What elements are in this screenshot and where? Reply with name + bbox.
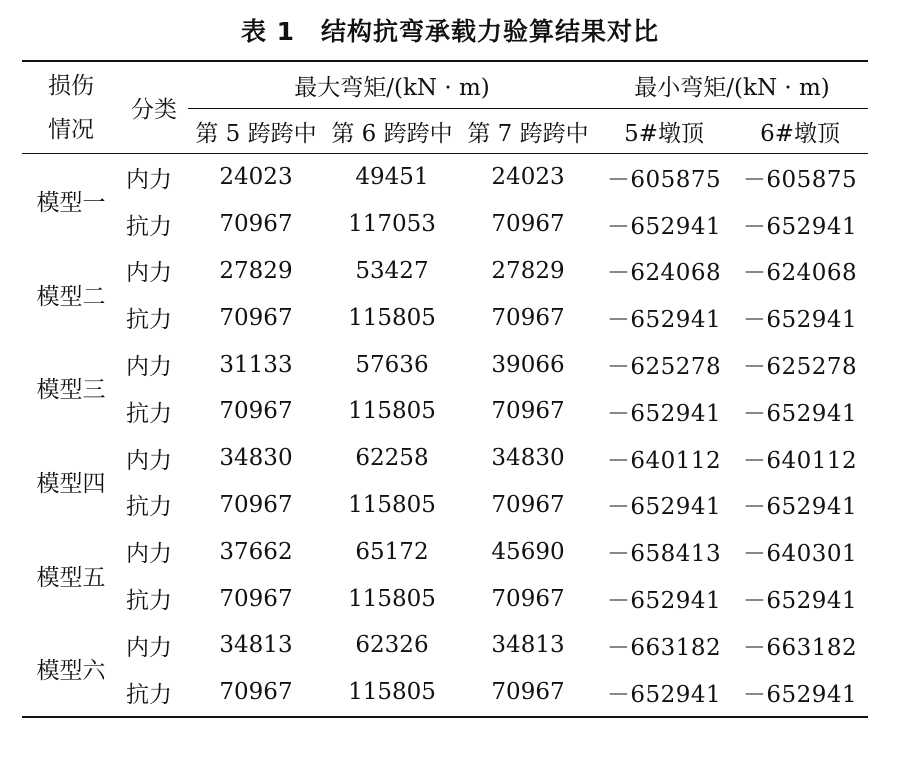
value-cell: 62258 [355,445,429,472]
damage-header-line1: 损伤 [48,72,94,99]
value-cell: －652941 [742,588,858,615]
table-row [22,528,868,575]
model-name: 模型二 [36,283,106,310]
value-cell: －652941 [606,213,722,240]
row-type: 抗力 [126,400,172,427]
value-cell: －624068 [742,260,858,287]
value-cell: 37662 [219,538,293,565]
table-row [22,154,868,201]
value-cell: 115805 [348,491,436,518]
value-cell: 115805 [324,669,460,717]
row-type: 内力 [126,634,172,661]
value-cell: 115805 [348,585,436,612]
value-cell: 31133 [219,351,293,378]
col-span5: 第 5 跨跨中 [188,109,324,154]
caption-number: 表 1 [240,17,296,46]
min-moment-header: 最小弯矩/(kN · m) [596,61,868,109]
value-cell: 70967 [491,585,565,612]
row-type: 内力 [126,166,172,193]
row-type: 抗力 [126,307,172,334]
value-cell: －640112 [606,447,722,474]
value-cell: 62326 [355,632,429,659]
table-row [22,388,868,435]
table-row [22,482,868,529]
damage-header-line2: 情况 [48,116,94,143]
value-cell: 34813 [491,632,565,659]
value-cell: －652941 [606,494,722,521]
value-cell: －658413 [606,541,722,568]
value-cell: 115805 [348,304,436,331]
value-cell: 70967 [188,669,324,717]
value-cell: －652941 [732,669,868,717]
value-cell: －605875 [606,166,722,193]
value-cell: 115805 [348,398,436,425]
model-name: 模型六 [22,622,120,717]
row-type: 内力 [126,447,172,474]
model-name: 模型五 [36,564,106,591]
value-cell: 24023 [219,164,293,191]
table-row [22,294,868,341]
damage-header [22,61,120,154]
value-cell: 70967 [219,304,293,331]
value-cell: －605875 [742,166,858,193]
value-cell: 70967 [219,211,293,238]
value-cell: 70967 [460,669,596,717]
row-type: 内力 [126,541,172,568]
row-type: 抗力 [120,669,188,717]
value-cell: 70967 [491,491,565,518]
value-cell: －652941 [742,400,858,427]
value-cell: 70967 [219,491,293,518]
value-cell: 70967 [219,585,293,612]
value-cell: 70967 [491,211,565,238]
value-cell: 27829 [219,257,293,284]
table-row [22,341,868,388]
caption-title: 结构抗弯承载力验算结果对比 [321,17,660,46]
value-cell: －652941 [606,400,722,427]
value-cell: 24023 [491,164,565,191]
table-caption [0,14,900,50]
value-cell: 117053 [348,211,436,238]
value-cell: －625278 [742,354,858,381]
value-cell: 34830 [491,445,565,472]
max-moment-header: 最大弯矩/(kN · m) [188,61,596,109]
value-cell: 45690 [491,538,565,565]
row-type: 抗力 [126,213,172,240]
model-name: 模型一 [36,190,106,217]
table-row [22,435,868,482]
value-cell: 70967 [219,398,293,425]
col-span7: 第 7 跨跨中 [460,109,596,154]
table-row [22,622,868,669]
value-cell: 49451 [355,164,429,191]
value-cell: 70967 [491,398,565,425]
table-row [22,248,868,295]
col-pier6: 6#墩顶 [732,109,868,154]
value-cell: －663182 [606,634,722,661]
value-cell: －652941 [596,669,732,717]
col-span6: 第 6 跨跨中 [324,109,460,154]
model-name: 模型三 [36,377,106,404]
value-cell: －640301 [742,541,858,568]
table-body [22,154,868,717]
value-cell: 70967 [491,304,565,331]
table-row [22,201,868,248]
value-cell: －625278 [606,354,722,381]
value-cell: 34830 [219,445,293,472]
value-cell: 57636 [355,351,429,378]
value-cell: 65172 [355,538,429,565]
table-row [22,575,868,622]
value-cell: －652941 [742,213,858,240]
value-cell: 34813 [219,632,293,659]
value-cell: 39066 [491,351,565,378]
value-cell: －652941 [742,307,858,334]
value-cell: 27829 [491,257,565,284]
value-cell: －640112 [742,447,858,474]
table-row [22,669,868,717]
category-header: 分类 [120,61,188,154]
row-type: 抗力 [126,494,172,521]
model-name: 模型四 [36,471,106,498]
value-cell: －663182 [742,634,858,661]
value-cell: －652941 [742,494,858,521]
value-cell: －652941 [606,307,722,334]
value-cell: －652941 [606,588,722,615]
value-cell: 53427 [355,257,429,284]
row-type: 内力 [126,354,172,381]
results-table [22,60,868,718]
row-type: 抗力 [126,588,172,615]
value-cell: －624068 [606,260,722,287]
row-type: 内力 [126,260,172,287]
col-pier5: 5#墩顶 [596,109,732,154]
